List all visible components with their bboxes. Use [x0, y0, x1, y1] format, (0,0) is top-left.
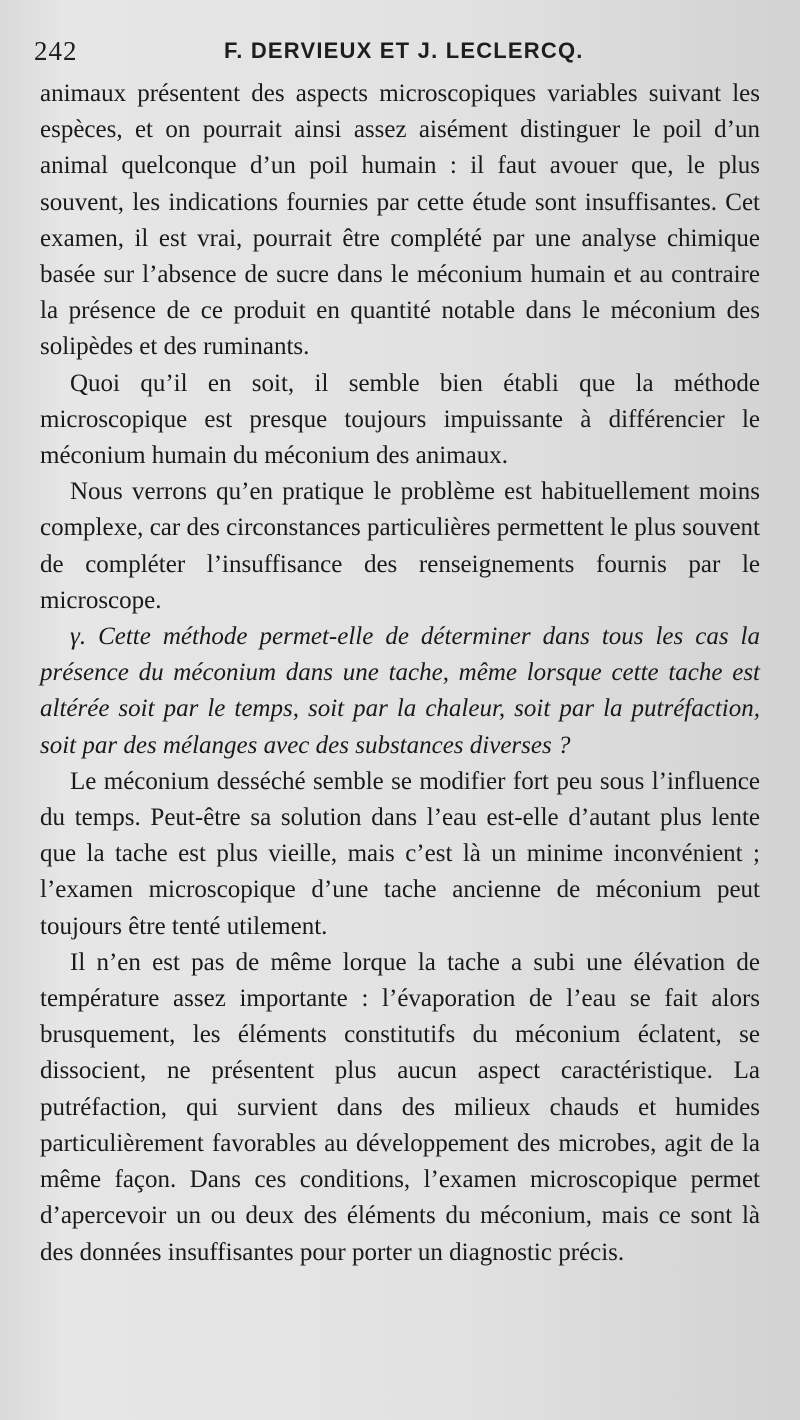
- paragraph-2: Quoi qu’il en soit, il semble bien établi que la méthode microscopique est presque toujours impuissante à différencier le méconium humain du méconium des animaux.: [40, 369, 760, 470]
- paragraph-3: Nous verrons qu’en pratique le problème est habituellement moins complexe, car des circonstances particulières permettent le plus souvent de compléter l’insuffisance des renseignements fournis par le microscope.: [40, 478, 760, 614]
- paragraph-5: Le méconium desséché semble se modifier fort peu sous l’influence du temps. Peut-être sa solution dans l’eau est-elle d’autant plus lente que la tache est plus vieille, mais c’est là un minime inconvénient ; l’examen microscopique d’une tache ancienne de méconium peut toujours être tenté utilement.: [40, 767, 760, 940]
- running-head: F. DERVIEUX ET J. LECLERCQ.: [224, 38, 584, 63]
- paragraph-6: Il n’en est pas de même lorque la tache a subi une élévation de température assez importante : l’évaporation de l’eau se fait alors brusquement, les éléments constitutifs du méconium éclatent, se dissocient, ne présentent plus aucun aspect caractéristique. La putréfaction, qui survient dans des milieux chauds et humides particulièrement favorables au développement des microbes, agit de la même façon. Dans ces conditions, l’examen microscopique permet d’apercevoir un ou deux des éléments du méconium, mais ce sont là des données insuffisantes pour porter un diagnostic précis.: [40, 948, 760, 1266]
- body-text: [40, 76, 760, 1271]
- paragraph-1: animaux présentent des aspects microscopiques variables suivant les espèces, et on pourrait ainsi assez aisément distinguer le poil d’un animal quelconque d’un poil humain : il faut avouer que, le plus souvent, les indications fournies par cette étude sont insuffisantes. Cet examen, il est vrai, pourrait être complété par une analyse chimique basée sur l’absence de sucre dans le méconium humain et au contraire la présence de ce produit en quantité notable dans le méconium des solipèdes et des ruminants.: [40, 80, 760, 361]
- page-header: [34, 36, 774, 76]
- page-number: 242: [34, 36, 78, 66]
- paragraph-4-question: γ. Cette méthode permet-elle de déterminer dans tous les cas la présence du méconium dans une tache, même lorsque cette tache est altérée soit par le temps, soit par la chaleur, soit par la putréfaction, soit par des mélanges avec des substances diverses ?: [40, 623, 760, 759]
